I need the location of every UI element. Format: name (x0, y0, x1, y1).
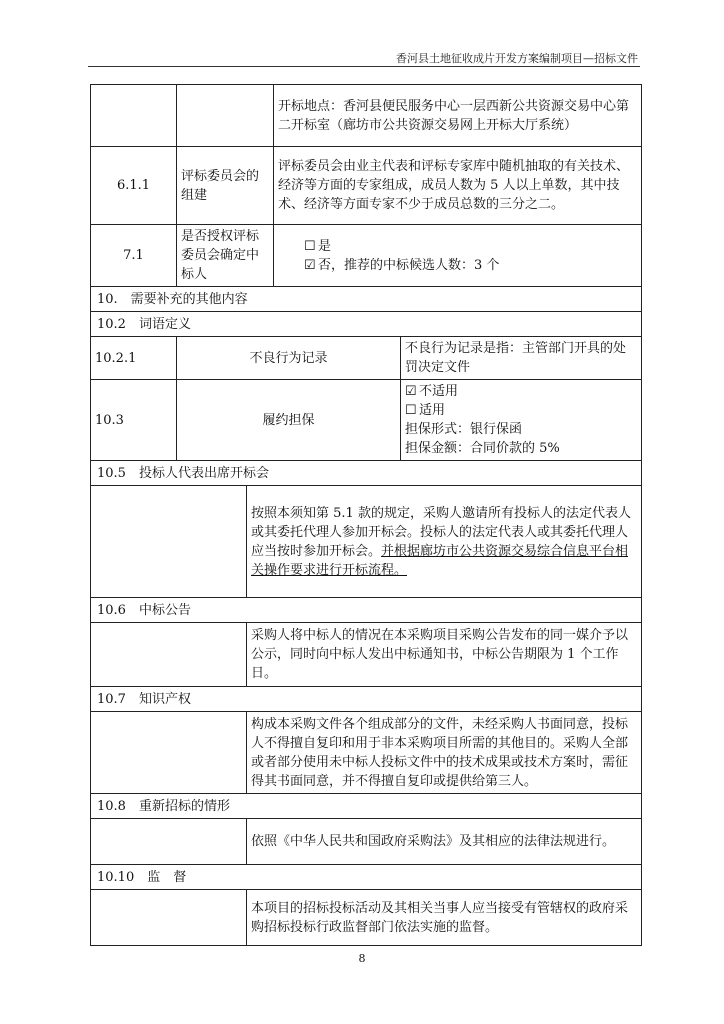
tender-info-table (90, 84, 642, 946)
section-row (91, 794, 642, 819)
row-number: 6.1.1 (91, 147, 177, 225)
option-label: 不适用 (419, 384, 459, 399)
row-content: 评标委员会由业主代表和评标专家库中随机抽取的有关技术、经济等方面的专家组成，成员人数为 5 人以上单数，其中技术、经济等方面专家不少于成员总数的三分之二。 (274, 147, 642, 225)
table-row (91, 85, 642, 147)
section-title: 10.5 投标人代表出席开标会 (91, 461, 642, 486)
section-title: 10.7 知识产权 (91, 687, 642, 712)
row-number: 10.2.1 (91, 337, 177, 380)
row-content (274, 225, 642, 287)
opening-location-cell: 开标地点：香河县便民服务中心一层西新公共资源交易中心第二开标室（廊坊市公共资源交易网上开标大厅系统） (274, 85, 642, 147)
row-number: 7.1 (91, 225, 177, 287)
header-rule (88, 66, 640, 67)
table-row (91, 147, 642, 225)
section-row (91, 287, 642, 312)
option-label: 适用 (419, 403, 446, 418)
guarantee-form: 担保形式：银行保函 (405, 422, 523, 437)
checkbox-unchecked-icon: ☐ (405, 403, 417, 418)
document-header: 香河县土地征收成片开发方案编制项目—招标文件 (396, 52, 638, 65)
option-yes (304, 237, 637, 256)
row-number: 10.3 (91, 380, 177, 461)
row-label: 不良行为记录 (177, 337, 401, 380)
table-row (91, 819, 642, 865)
table-row (91, 225, 642, 287)
row-label: 履约担保 (177, 380, 401, 461)
section-title: 10. 需要补充的其他内容 (91, 287, 642, 312)
section-row (91, 312, 642, 337)
checkbox-checked-icon: ☑ (304, 257, 316, 273)
page-number: 8 (358, 952, 366, 965)
table-row (91, 337, 642, 380)
table-row (91, 712, 642, 794)
checkbox-unchecked-icon: ☐ (304, 238, 316, 254)
section-row (91, 687, 642, 712)
section-title: 10.8 重新招标的情形 (91, 794, 642, 819)
row-content (247, 486, 642, 598)
table-row (91, 623, 642, 687)
guarantee-amount: 担保金额：合同价款的 5% (405, 441, 560, 456)
row-content: 依照《中华人民共和国政府采购法》及其相应的法律法规进行。 (247, 819, 642, 865)
option-not-applicable (405, 382, 637, 401)
row-content: 构成本采购文件各个组成部分的文件，未经采购人书面同意，投标人不得擅自复印和用于非本采购项目所需的其他目的。采购人全部或者部分使用未中标人投标文件中的技术成果或技术方案时，需征得其书面同意，并不得擅自复印或提供给第三人。 (247, 712, 642, 794)
section-title: 10.6 中标公告 (91, 598, 642, 623)
checkbox-checked-icon: ☑ (405, 384, 417, 399)
row-label: 评标委员会的组建 (177, 147, 274, 225)
row-content: 不良行为记录是指：主管部门开具的处罚决定文件 (401, 337, 642, 380)
paragraph-text: 按照本须知第 5.1 款的规定，采购人邀请所有投标人的法定代表人或其委托代理人参加开标会。投标人的法定代表人或其委托代理人应当按时参加开标会。 (251, 505, 631, 559)
section-row (91, 461, 642, 486)
section-row (91, 598, 642, 623)
row-label: 是否授权评标委员会确定中标人 (177, 225, 274, 287)
section-title: 10.2 词语定义 (91, 312, 642, 337)
underlined-text: 并根据廊坊市公共资源交易综合信息平台相关操作要求进行开标流程。 (251, 543, 629, 578)
table-row (91, 380, 642, 461)
row-content: 本项目的招标投标活动及其相关当事人应当接受有管辖权的政府采购招标投标行政监督部门依法实施的监督。 (247, 890, 642, 946)
option-label: 是 (318, 238, 332, 254)
option-label: 否，推荐的中标候选人数：3 个 (318, 257, 500, 273)
option-applicable (405, 401, 637, 420)
row-content: 采购人将中标人的情况在本采购项目采购公告发布的同一媒介予以公示，同时向中标人发出中标通知书，中标公告期限为 1 个工作日。 (247, 623, 642, 687)
section-title: 10.10 监 督 (91, 865, 642, 890)
option-no (304, 256, 637, 275)
row-content (401, 380, 642, 461)
section-row (91, 865, 642, 890)
table-row (91, 486, 642, 598)
table-row (91, 890, 642, 946)
